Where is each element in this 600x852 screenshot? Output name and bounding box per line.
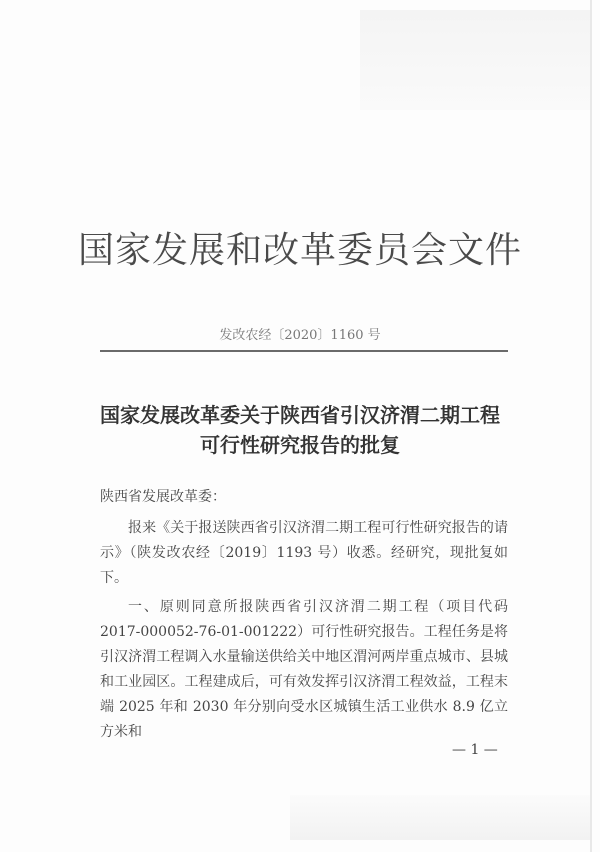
title-line: 可行性研究报告的批复 [200, 433, 400, 457]
body-paragraph: 一、原则同意所报陕西省引汉济渭二期工程（项目代码 2017-000052-76-01-001222）可行性研究报告。工程任务是将引汉济渭工程调入水量输送供给关中地区渭河两岸重点城市、县城和工业园区。工程建成后，可有效发挥引汉济渭工程效益，工程末端 2025 年和 2030 年分别向受水区城镇生活工业供水 8.9 亿立方米和 [100, 599, 508, 740]
scan-shadow [290, 795, 590, 840]
scan-shadow [360, 10, 590, 110]
title-line: 国家发展改革委关于陕西省引汉济渭二期工程 [100, 403, 500, 427]
page-number: — 1 — [452, 742, 498, 758]
header-rule [100, 350, 508, 352]
body-paragraph: 报来《关于报送陕西省引汉济渭二期工程可行性研究报告的请示》（陕发改农经〔2019〕1193 号）收悉。经研究，现批复如下。 [100, 520, 508, 586]
document-number: 发改农经〔2020〕1160 号 [219, 328, 381, 343]
document-title [0, 400, 600, 460]
document-body [100, 516, 508, 749]
document-header: 国家发展和改革委员会文件 [77, 230, 522, 271]
addressee: 陕西省发展改革委： [100, 489, 226, 505]
